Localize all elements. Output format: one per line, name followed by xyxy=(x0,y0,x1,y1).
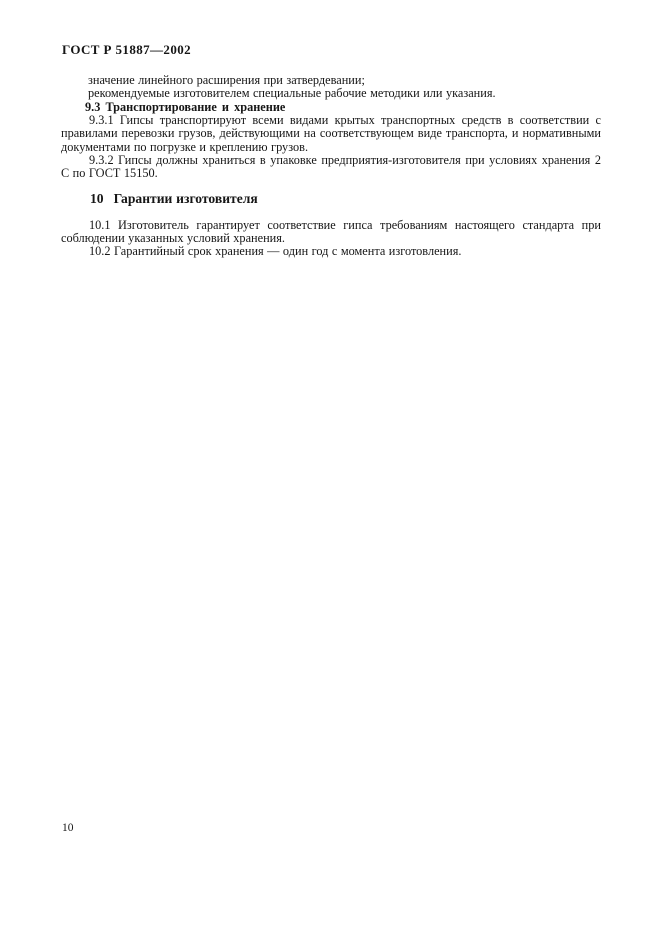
clause-10-2: 10.2 Гарантийный срок хранения — один год с момента изготовления. xyxy=(89,244,462,259)
clause-9-3-2: 9.3.2 Гипсы должны храниться в упаковке предприятия-изготовителя при условиях хранения 2 С по ГОСТ 15150. xyxy=(61,153,601,181)
section-heading-10 xyxy=(61,191,601,206)
document-body xyxy=(61,74,601,259)
subsection-heading-9-3: 9.3 Транспортирование и хранение xyxy=(85,99,286,114)
list-item-linear-expansion: значение линейного расширения при затвердевании; xyxy=(88,73,365,87)
section-10-title: Гарантии изготовителя xyxy=(113,190,258,206)
clause-10-1: 10.1 Изготовитель гарантирует соответствие гипса требованиям настоящего стандарта при соблюдении указанных условий хранения. xyxy=(61,217,601,246)
section-10-number: 10 xyxy=(90,190,104,206)
clause-9-3-1: 9.3.1 Гипсы транспортируют всеми видами крытых транспортных средств в соответствии с правилами перевозки грузов, действующими на соответствующем виде транспорта, и нормативными документами по погрузке и креплению грузов. xyxy=(61,113,601,154)
page-number: 10 xyxy=(62,822,74,834)
running-header-standard-code: ГОСТ Р 51887—2002 xyxy=(62,42,192,57)
list-item-recommended-methods: рекомендуемые изготовителем специальные рабочие методики или указания. xyxy=(88,86,496,101)
